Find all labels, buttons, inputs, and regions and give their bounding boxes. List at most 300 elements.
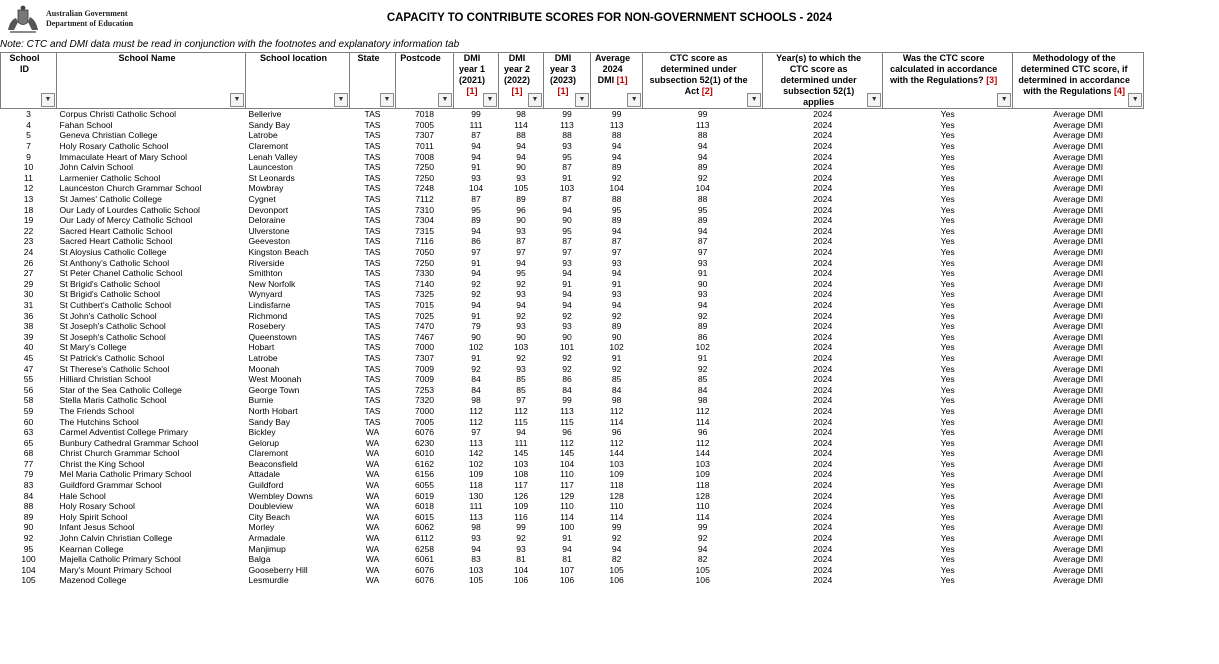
table-cell[interactable]: Yes xyxy=(940,469,955,480)
table-cell[interactable]: 79 xyxy=(23,469,34,480)
table-cell[interactable]: 7248 xyxy=(414,183,435,194)
table-cell[interactable]: Larmenier Catholic School xyxy=(59,172,161,183)
table-cell[interactable]: 6156 xyxy=(414,469,435,480)
table-cell[interactable]: Average DMI xyxy=(1053,183,1104,194)
table-cell[interactable]: 7009 xyxy=(414,374,435,385)
table-cell[interactable]: St Joseph's Catholic School xyxy=(59,321,166,332)
table-cell[interactable]: Average DMI xyxy=(1053,194,1104,205)
table-cell[interactable]: 99 xyxy=(562,395,572,406)
table-cell[interactable]: Gooseberry Hill xyxy=(248,564,308,575)
table-cell[interactable]: 90 xyxy=(23,522,34,533)
table-cell[interactable]: 89 xyxy=(697,215,708,226)
table-cell[interactable]: Hale School xyxy=(59,490,106,501)
table-cell[interactable]: Yes xyxy=(940,543,955,554)
table-cell[interactable]: 7250 xyxy=(414,172,435,183)
table-cell[interactable]: 103 xyxy=(513,342,529,353)
table-cell[interactable]: TAS xyxy=(364,384,381,395)
table-cell[interactable]: Mazenod College xyxy=(59,575,127,586)
table-cell[interactable]: 95 xyxy=(611,204,622,215)
table-cell[interactable]: 103 xyxy=(513,458,529,469)
table-cell[interactable]: 118 xyxy=(609,480,624,491)
table-cell[interactable]: WA xyxy=(365,501,380,512)
table-cell[interactable]: 99 xyxy=(562,109,572,120)
table-cell[interactable]: 92 xyxy=(697,172,708,183)
table-cell[interactable]: Armadale xyxy=(248,533,286,544)
table-cell[interactable]: Mary's Mount Primary School xyxy=(59,564,172,575)
table-cell[interactable]: 93 xyxy=(611,257,622,268)
table-cell[interactable]: 109 xyxy=(513,501,529,512)
table-cell[interactable]: 82 xyxy=(611,554,622,565)
table-cell[interactable]: 94 xyxy=(516,141,526,152)
table-cell[interactable]: 88 xyxy=(562,130,572,141)
table-cell[interactable]: Average DMI xyxy=(1053,162,1104,173)
table-cell[interactable]: 89 xyxy=(697,321,708,332)
table-cell[interactable]: WA xyxy=(365,448,380,459)
table-row[interactable] xyxy=(1,321,1144,332)
table-cell[interactable]: 2024 xyxy=(813,352,833,363)
table-row[interactable] xyxy=(1,120,1144,131)
table-cell[interactable]: 144 xyxy=(695,448,710,459)
table-cell[interactable]: 2024 xyxy=(813,236,833,247)
table-cell[interactable]: Attadale xyxy=(248,469,281,480)
table-cell[interactable]: Yes xyxy=(940,501,955,512)
table-cell[interactable]: Average DMI xyxy=(1053,236,1104,247)
table-cell[interactable]: WA xyxy=(365,533,380,544)
filter-dropdown-icon[interactable]: ▼ xyxy=(380,93,394,107)
filter-dropdown-icon[interactable]: ▼ xyxy=(747,93,761,107)
table-cell[interactable]: Our Lady of Lourdes Catholic School xyxy=(59,204,200,215)
footnote-ref[interactable]: [1] xyxy=(616,75,628,85)
table-cell[interactable]: TAS xyxy=(364,374,381,385)
table-cell[interactable]: 2024 xyxy=(813,490,833,501)
table-cell[interactable]: 39 xyxy=(23,331,34,342)
table-row[interactable] xyxy=(1,300,1144,311)
table-cell[interactable]: TAS xyxy=(364,194,381,205)
table-cell[interactable]: 2024 xyxy=(813,543,833,554)
table-cell[interactable]: Hilliard Christian School xyxy=(59,374,151,385)
table-cell[interactable]: 97 xyxy=(471,247,481,258)
table-cell[interactable]: Yes xyxy=(940,384,955,395)
table-cell[interactable]: 2024 xyxy=(813,564,833,575)
table-cell[interactable]: 113 xyxy=(560,119,574,130)
table-cell[interactable]: 94 xyxy=(471,543,481,554)
table-cell[interactable]: 97 xyxy=(516,395,526,406)
table-cell[interactable]: 105 xyxy=(468,575,484,586)
table-cell[interactable]: 7467 xyxy=(414,331,435,342)
table-cell[interactable]: TAS xyxy=(364,352,381,363)
table-cell[interactable]: 2024 xyxy=(813,469,833,480)
footnote-ref[interactable]: [1] xyxy=(511,86,523,96)
table-cell[interactable]: 2024 xyxy=(813,119,833,130)
table-cell[interactable]: 84 xyxy=(471,384,481,395)
table-cell[interactable]: Latrobe xyxy=(248,352,278,363)
footnote-ref[interactable]: [4] xyxy=(1113,86,1125,96)
table-cell[interactable]: Yes xyxy=(940,533,955,544)
table-row[interactable] xyxy=(1,268,1144,279)
table-cell[interactable]: 94 xyxy=(697,543,708,554)
table-cell[interactable]: 93 xyxy=(516,289,526,300)
filter-dropdown-icon[interactable]: ▼ xyxy=(627,93,641,107)
table-row[interactable] xyxy=(1,543,1144,554)
table-cell[interactable]: 106 xyxy=(513,575,529,586)
table-cell[interactable]: 58 xyxy=(23,395,34,406)
table-cell[interactable]: 112 xyxy=(609,405,624,416)
table-cell[interactable]: 7005 xyxy=(414,416,435,427)
table-cell[interactable]: 114 xyxy=(609,416,624,427)
table-cell[interactable]: 12 xyxy=(23,183,34,194)
table-cell[interactable]: Yes xyxy=(940,416,955,427)
table-cell[interactable]: 96 xyxy=(516,204,526,215)
table-cell[interactable]: 84 xyxy=(611,384,622,395)
table-cell[interactable]: 104 xyxy=(559,458,575,469)
filter-dropdown-icon[interactable]: ▼ xyxy=(334,93,348,107)
table-cell[interactable]: 87 xyxy=(516,236,526,247)
table-cell[interactable]: 103 xyxy=(468,564,484,575)
table-cell[interactable]: Average DMI xyxy=(1053,225,1104,236)
table-cell[interactable]: TAS xyxy=(364,310,381,321)
table-cell[interactable]: St Brigid's Catholic School xyxy=(59,278,161,289)
table-cell[interactable]: 90 xyxy=(562,215,572,226)
table-cell[interactable]: 96 xyxy=(611,427,622,438)
table-row[interactable] xyxy=(1,437,1144,448)
table-cell[interactable]: 142 xyxy=(468,448,484,459)
table-cell[interactable]: 94 xyxy=(697,299,708,310)
table-cell[interactable]: 88 xyxy=(697,130,708,141)
table-cell[interactable]: 97 xyxy=(471,427,481,438)
table-cell[interactable]: 94 xyxy=(471,299,481,310)
table-cell[interactable]: 11 xyxy=(24,172,33,183)
table-cell[interactable]: New Norfolk xyxy=(248,278,296,289)
table-cell[interactable]: Richmond xyxy=(248,310,288,321)
table-cell[interactable]: 110 xyxy=(560,469,574,480)
table-cell[interactable]: 89 xyxy=(23,511,34,522)
table-cell[interactable]: 105 xyxy=(609,564,624,575)
table-cell[interactable]: 110 xyxy=(695,501,710,512)
table-cell[interactable]: 81 xyxy=(516,554,526,565)
table-cell[interactable]: 104 xyxy=(695,183,710,194)
table-cell[interactable]: 7315 xyxy=(414,225,435,236)
table-cell[interactable]: TAS xyxy=(364,299,381,310)
table-row[interactable] xyxy=(1,226,1144,237)
table-cell[interactable]: 93 xyxy=(697,289,708,300)
table-cell[interactable]: 88 xyxy=(23,501,34,512)
table-cell[interactable]: 102 xyxy=(609,342,624,353)
table-row[interactable] xyxy=(1,204,1144,215)
table-cell[interactable]: 93 xyxy=(516,363,526,374)
table-cell[interactable]: Yes xyxy=(940,299,955,310)
table-cell[interactable]: 86 xyxy=(697,331,708,342)
table-cell[interactable]: Average DMI xyxy=(1053,172,1104,183)
table-cell[interactable]: 31 xyxy=(23,299,34,310)
table-cell[interactable]: 92 xyxy=(562,363,572,374)
footnote-ref[interactable]: [2] xyxy=(701,86,713,96)
table-cell[interactable]: 7116 xyxy=(415,236,434,247)
table-cell[interactable]: 7325 xyxy=(414,289,435,300)
table-cell[interactable]: WA xyxy=(365,427,380,438)
table-cell[interactable]: WA xyxy=(365,490,380,501)
table-cell[interactable]: 7018 xyxy=(414,109,435,120)
table-cell[interactable]: St Brigid's Catholic School xyxy=(59,289,161,300)
table-cell[interactable]: Yes xyxy=(940,448,955,459)
table-cell[interactable]: Average DMI xyxy=(1053,564,1104,575)
table-cell[interactable]: 63 xyxy=(23,427,34,438)
table-cell[interactable]: 94 xyxy=(562,289,572,300)
table-cell[interactable]: 68 xyxy=(23,448,34,459)
table-cell[interactable]: 113 xyxy=(469,437,483,448)
table-cell[interactable]: TAS xyxy=(364,278,381,289)
table-cell[interactable]: 77 xyxy=(23,458,34,469)
table-cell[interactable]: Claremont xyxy=(248,141,289,152)
table-cell[interactable]: 40 xyxy=(23,342,34,353)
table-cell[interactable]: 92 xyxy=(611,172,622,183)
table-cell[interactable]: 87 xyxy=(562,194,572,205)
table-cell[interactable]: Gelorup xyxy=(248,437,280,448)
table-cell[interactable]: Yes xyxy=(940,225,955,236)
table-row[interactable] xyxy=(1,257,1144,268)
table-cell[interactable]: 93 xyxy=(471,533,481,544)
table-cell[interactable]: 126 xyxy=(513,490,529,501)
table-cell[interactable]: Yes xyxy=(940,321,955,332)
table-cell[interactable]: The Hutchins School xyxy=(59,416,139,427)
footnote-ref[interactable]: [1] xyxy=(557,86,569,96)
table-cell[interactable]: Launceston xyxy=(248,162,293,173)
table-cell[interactable]: 114 xyxy=(695,416,710,427)
table-cell[interactable]: Average DMI xyxy=(1053,458,1104,469)
table-cell[interactable]: Yes xyxy=(940,130,955,141)
table-cell[interactable]: 105 xyxy=(21,575,36,586)
table-cell[interactable]: 112 xyxy=(469,405,483,416)
table-cell[interactable]: 91 xyxy=(471,257,481,268)
table-cell[interactable]: 87 xyxy=(562,162,572,173)
table-cell[interactable]: 2024 xyxy=(813,342,833,353)
table-row[interactable] xyxy=(1,533,1144,544)
table-row[interactable] xyxy=(1,406,1144,417)
table-row[interactable] xyxy=(1,459,1144,470)
table-cell[interactable]: 97 xyxy=(562,247,572,258)
table-cell[interactable]: Fahan School xyxy=(59,119,113,130)
table-cell[interactable]: 87 xyxy=(471,130,481,141)
table-row[interactable] xyxy=(1,194,1144,205)
table-cell[interactable]: 2024 xyxy=(813,554,833,565)
table-cell[interactable]: 2024 xyxy=(813,268,833,279)
table-cell[interactable]: 6010 xyxy=(414,448,435,459)
table-cell[interactable]: 82 xyxy=(697,554,708,565)
table-cell[interactable]: 89 xyxy=(471,215,481,226)
table-cell[interactable]: Average DMI xyxy=(1053,533,1104,544)
table-cell[interactable]: Yes xyxy=(940,278,955,289)
table-row[interactable] xyxy=(1,331,1144,342)
table-cell[interactable]: 3 xyxy=(26,109,31,120)
table-cell[interactable]: Christ Church Grammar School xyxy=(59,448,180,459)
filter-dropdown-icon[interactable]: ▼ xyxy=(1128,93,1142,107)
table-cell[interactable]: 7008 xyxy=(414,151,435,162)
table-cell[interactable]: 84 xyxy=(23,490,34,501)
table-cell[interactable]: 2024 xyxy=(813,395,833,406)
table-cell[interactable]: 112 xyxy=(695,437,710,448)
table-cell[interactable]: WA xyxy=(365,522,380,533)
table-cell[interactable]: Riverside xyxy=(248,257,285,268)
table-cell[interactable]: 7307 xyxy=(414,130,435,141)
table-cell[interactable]: 24 xyxy=(23,247,34,258)
table-cell[interactable]: 2024 xyxy=(813,437,833,448)
table-cell[interactable]: Average DMI xyxy=(1053,575,1104,586)
table-cell[interactable]: 97 xyxy=(516,247,526,258)
table-cell[interactable]: TAS xyxy=(364,225,381,236)
table-cell[interactable]: 86 xyxy=(562,374,572,385)
table-cell[interactable]: 90 xyxy=(611,331,622,342)
table-cell[interactable]: 104 xyxy=(468,183,484,194)
table-cell[interactable]: The Friends School xyxy=(59,405,135,416)
filter-dropdown-icon[interactable]: ▼ xyxy=(997,93,1011,107)
table-cell[interactable]: 2024 xyxy=(813,427,833,438)
table-cell[interactable]: Burnie xyxy=(248,395,274,406)
table-cell[interactable]: 2024 xyxy=(813,225,833,236)
table-cell[interactable]: 145 xyxy=(559,448,575,459)
table-cell[interactable]: 97 xyxy=(611,247,622,258)
filter-dropdown-icon[interactable]: ▼ xyxy=(41,93,55,107)
table-cell[interactable]: 7470 xyxy=(414,321,435,332)
table-cell[interactable]: TAS xyxy=(364,215,381,226)
table-cell[interactable]: 98 xyxy=(471,395,481,406)
table-cell[interactable]: Bickley xyxy=(248,427,276,438)
table-row[interactable] xyxy=(1,363,1144,374)
table-cell[interactable]: 128 xyxy=(695,490,710,501)
table-row[interactable] xyxy=(1,501,1144,512)
table-cell[interactable]: 7050 xyxy=(414,247,435,258)
table-cell[interactable]: 89 xyxy=(611,215,622,226)
table-cell[interactable]: Kearnan College xyxy=(59,543,124,554)
table-cell[interactable]: TAS xyxy=(364,109,381,120)
table-cell[interactable]: 2024 xyxy=(813,215,833,226)
table-cell[interactable]: Average DMI xyxy=(1053,141,1104,152)
table-cell[interactable]: 92 xyxy=(516,533,526,544)
table-cell[interactable]: 7009 xyxy=(414,363,435,374)
table-cell[interactable]: Claremont xyxy=(248,448,289,459)
table-cell[interactable]: Yes xyxy=(940,236,955,247)
table-cell[interactable]: 90 xyxy=(471,331,481,342)
table-cell[interactable]: 2024 xyxy=(813,109,833,120)
table-cell[interactable]: 6062 xyxy=(414,522,435,533)
table-cell[interactable]: 94 xyxy=(697,151,708,162)
table-cell[interactable]: 2024 xyxy=(813,299,833,310)
table-cell[interactable]: 88 xyxy=(611,194,622,205)
table-row[interactable] xyxy=(1,522,1144,533)
table-cell[interactable]: Queenstown xyxy=(248,331,297,342)
table-cell[interactable]: St John's Catholic School xyxy=(59,310,157,321)
table-cell[interactable]: Our Lady of Mercy Catholic School xyxy=(59,215,193,226)
table-cell[interactable]: 6076 xyxy=(414,564,435,575)
table-cell[interactable]: 102 xyxy=(695,342,710,353)
table-cell[interactable]: 117 xyxy=(560,480,574,491)
table-cell[interactable]: 114 xyxy=(514,119,528,130)
table-row[interactable] xyxy=(1,490,1144,501)
table-cell[interactable]: 2024 xyxy=(813,204,833,215)
table-cell[interactable]: WA xyxy=(365,543,380,554)
table-cell[interactable]: Geeveston xyxy=(248,236,291,247)
table-cell[interactable]: John Calvin School xyxy=(59,162,134,173)
table-cell[interactable]: 110 xyxy=(560,501,574,512)
table-cell[interactable]: Average DMI xyxy=(1053,151,1104,162)
table-cell[interactable]: Yes xyxy=(940,331,955,342)
table-cell[interactable]: 87 xyxy=(697,236,708,247)
table-cell[interactable]: 7015 xyxy=(414,299,435,310)
table-cell[interactable]: Average DMI xyxy=(1053,427,1104,438)
table-cell[interactable]: TAS xyxy=(364,183,381,194)
table-cell[interactable]: Average DMI xyxy=(1053,247,1104,258)
table-cell[interactable]: Corpus Christi Catholic School xyxy=(59,109,177,120)
table-cell[interactable]: 128 xyxy=(609,490,624,501)
table-cell[interactable]: 6055 xyxy=(414,480,435,491)
table-cell[interactable]: 100 xyxy=(559,522,575,533)
table-cell[interactable]: Guildford Grammar School xyxy=(59,480,162,491)
table-cell[interactable]: 13 xyxy=(23,194,34,205)
table-cell[interactable]: 104 xyxy=(21,564,36,575)
table-cell[interactable]: 93 xyxy=(516,225,526,236)
table-cell[interactable]: 94 xyxy=(471,141,481,152)
table-cell[interactable]: 2024 xyxy=(813,172,833,183)
table-cell[interactable]: 9 xyxy=(26,151,31,162)
table-cell[interactable]: 7304 xyxy=(414,215,435,226)
table-row[interactable] xyxy=(1,512,1144,523)
table-cell[interactable]: Average DMI xyxy=(1053,289,1104,300)
table-row[interactable] xyxy=(1,183,1144,194)
table-cell[interactable]: 144 xyxy=(609,448,624,459)
table-cell[interactable]: Average DMI xyxy=(1053,437,1104,448)
footnote-ref[interactable]: [3] xyxy=(986,75,998,85)
table-cell[interactable]: TAS xyxy=(364,130,381,141)
table-cell[interactable]: 91 xyxy=(562,172,572,183)
table-cell[interactable]: 115 xyxy=(514,416,528,427)
table-cell[interactable]: Average DMI xyxy=(1053,299,1104,310)
filter-dropdown-icon[interactable]: ▼ xyxy=(483,93,497,107)
table-cell[interactable]: 90 xyxy=(516,215,526,226)
table-cell[interactable]: 111 xyxy=(469,119,483,130)
table-cell[interactable]: 91 xyxy=(471,352,481,363)
table-cell[interactable]: 91 xyxy=(471,162,481,173)
table-cell[interactable]: 96 xyxy=(562,427,572,438)
table-cell[interactable]: 90 xyxy=(516,162,526,173)
table-cell[interactable]: 2024 xyxy=(813,247,833,258)
table-cell[interactable]: WA xyxy=(365,511,380,522)
table-cell[interactable]: 93 xyxy=(516,172,526,183)
table-cell[interactable]: 91 xyxy=(562,278,572,289)
table-cell[interactable]: 2024 xyxy=(813,480,833,491)
table-cell[interactable]: 106 xyxy=(695,575,710,586)
table-cell[interactable]: 88 xyxy=(697,194,708,205)
table-cell[interactable]: Average DMI xyxy=(1053,204,1104,215)
table-cell[interactable]: TAS xyxy=(364,268,381,279)
table-cell[interactable]: 98 xyxy=(697,395,708,406)
table-cell[interactable]: TAS xyxy=(364,247,381,258)
table-row[interactable] xyxy=(1,130,1144,141)
table-cell[interactable]: Holy Rosary School xyxy=(59,501,135,512)
table-row[interactable] xyxy=(1,469,1144,480)
table-cell[interactable]: WA xyxy=(365,480,380,491)
filter-dropdown-icon[interactable]: ▼ xyxy=(575,93,589,107)
table-cell[interactable]: 99 xyxy=(697,109,708,120)
table-cell[interactable]: 85 xyxy=(697,374,708,385)
table-cell[interactable]: 94 xyxy=(611,151,622,162)
table-cell[interactable]: 104 xyxy=(609,183,624,194)
table-cell[interactable]: Yes xyxy=(940,119,955,130)
table-cell[interactable]: 130 xyxy=(468,490,484,501)
table-cell[interactable]: 92 xyxy=(516,278,526,289)
footnote-ref[interactable]: [1] xyxy=(466,86,478,96)
table-cell[interactable]: 88 xyxy=(611,130,622,141)
table-cell[interactable]: Average DMI xyxy=(1053,331,1104,342)
table-cell[interactable]: Yes xyxy=(940,172,955,183)
table-cell[interactable]: 111 xyxy=(514,437,528,448)
